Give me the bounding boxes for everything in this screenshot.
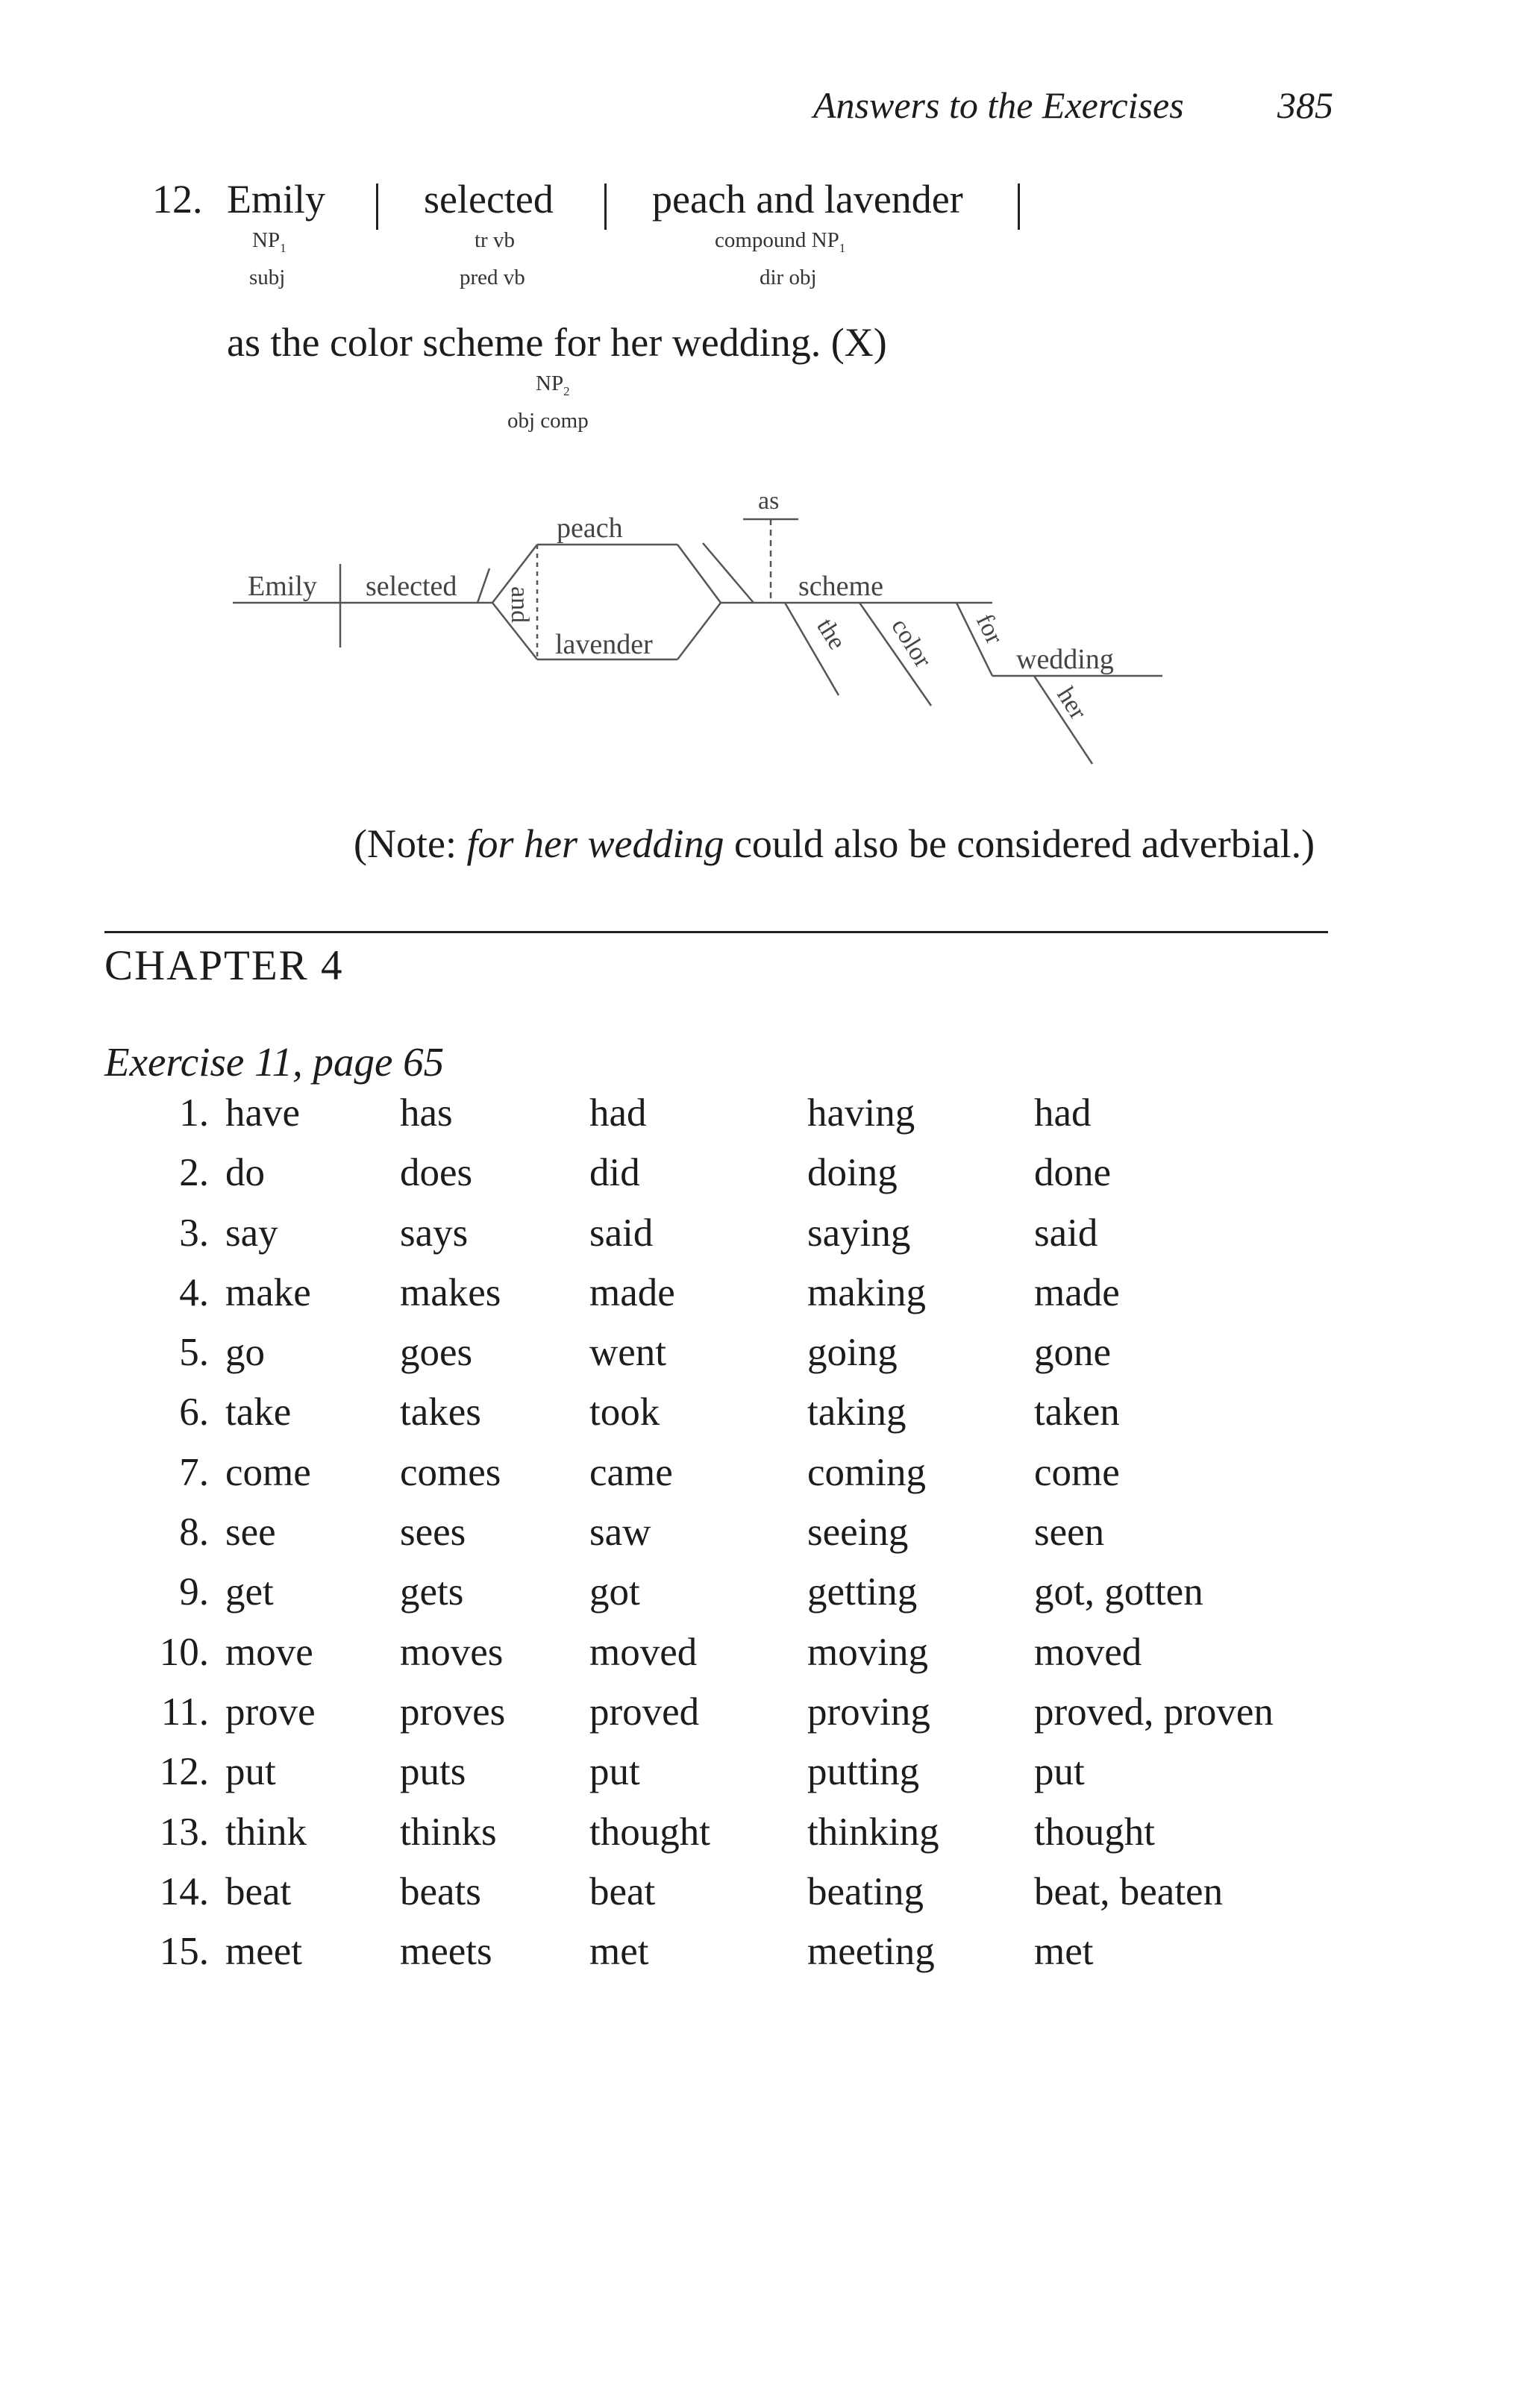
- verb-form-cell: going: [807, 1331, 898, 1375]
- diagram-as: as: [758, 487, 780, 515]
- diagram-mod-her: her: [1051, 682, 1092, 725]
- tag-tr-vb: tr vb: [475, 228, 515, 252]
- row-number: 6.: [179, 1390, 209, 1435]
- chapter-heading: CHAPTER 4: [104, 942, 344, 989]
- diagram-obj1: peach: [557, 512, 623, 544]
- verb-form-cell: seeing: [807, 1511, 909, 1555]
- tag-pred-vb: pred vb: [460, 266, 525, 289]
- verb-form-cell: beat: [225, 1869, 292, 1913]
- chapter-divider: [104, 931, 1328, 933]
- verb-form-cell: do: [225, 1151, 265, 1195]
- table-row: [149, 1690, 1347, 1749]
- table-row: [149, 1390, 1347, 1449]
- row-number: 11.: [160, 1690, 209, 1734]
- divider-bar: [1018, 184, 1020, 230]
- verb-form-cell: went: [589, 1331, 667, 1375]
- row-number: 9.: [179, 1570, 209, 1614]
- verb-form-cell: done: [1034, 1151, 1112, 1195]
- table-row: [149, 1810, 1347, 1869]
- exercise-heading: Exercise 11, page 65: [104, 1039, 445, 1085]
- verb-form-cell: said: [1034, 1211, 1098, 1255]
- verb-form-cell: beating: [807, 1869, 924, 1913]
- verb-form-cell: came: [589, 1450, 673, 1494]
- verb-form-cell: proving: [807, 1690, 930, 1734]
- verb-form-cell: gone: [1034, 1331, 1112, 1375]
- row-number: 10.: [159, 1630, 209, 1674]
- sentence-diagram: [0, 463, 1224, 791]
- verb-form-cell: doing: [807, 1151, 898, 1195]
- verb-form-cell: go: [225, 1331, 265, 1375]
- verb-form-cell: got: [589, 1570, 640, 1614]
- verb-form-cell: made: [1034, 1270, 1120, 1314]
- diagram-complement: scheme: [798, 571, 883, 602]
- verb-form-cell: gets: [400, 1570, 464, 1614]
- verb-form-cell: saying: [807, 1211, 911, 1255]
- verb-form-cell: thinking: [807, 1810, 939, 1854]
- verb-form-cell: move: [225, 1630, 313, 1674]
- diagram-mod-the: the: [811, 613, 851, 655]
- verb-form-cell: come: [1034, 1450, 1120, 1494]
- row-number: 14.: [159, 1869, 209, 1913]
- diagram-prep-object: wedding: [1016, 644, 1114, 675]
- verb-form-cell: did: [589, 1151, 640, 1195]
- verb-form-cell: moves: [400, 1630, 504, 1674]
- verb-form-cell: says: [400, 1211, 469, 1255]
- word-selected: selected: [424, 177, 554, 222]
- table-row: [149, 1869, 1347, 1929]
- verb-form-cell: moving: [807, 1630, 928, 1674]
- verb-form-cell: thinks: [400, 1810, 497, 1854]
- verb-form-cell: prove: [225, 1690, 316, 1734]
- table-row: [149, 1510, 1347, 1570]
- verb-form-cell: comes: [400, 1450, 501, 1494]
- verb-form-cell: moved: [589, 1630, 698, 1674]
- verb-form-cell: puts: [400, 1750, 466, 1794]
- diagram-mod-color: color: [886, 613, 937, 673]
- word-peach-and-lavender: peach and lavender: [652, 177, 963, 222]
- verb-form-cell: thought: [1034, 1810, 1155, 1854]
- verb-form-cell: does: [400, 1151, 473, 1195]
- row-number: 2.: [179, 1151, 209, 1195]
- verb-form-cell: making: [807, 1270, 926, 1314]
- verb-form-cell: goes: [400, 1331, 473, 1375]
- verb-form-cell: proves: [400, 1690, 506, 1734]
- verb-form-cell: made: [589, 1270, 675, 1314]
- verb-form-cell: seen: [1034, 1511, 1105, 1555]
- verb-form-cell: say: [225, 1211, 278, 1255]
- sentence-line-2: as the color scheme for her wedding. (X): [227, 320, 887, 365]
- diagram-conj: and: [506, 586, 533, 624]
- verb-form-cell: proved: [589, 1690, 700, 1734]
- note: (Note: for her wedding could also be considered adverbial.): [354, 821, 1315, 866]
- verb-form-cell: met: [1034, 1930, 1094, 1974]
- verb-form-cell: taking: [807, 1390, 907, 1435]
- page-number: 385: [1277, 84, 1333, 126]
- verb-form-cell: put: [1034, 1750, 1085, 1794]
- verb-form-cell: sees: [400, 1511, 466, 1555]
- running-header-title: Answers to the Exercises: [813, 84, 1184, 126]
- verb-form-cell: taken: [1034, 1390, 1120, 1435]
- verb-form-cell: having: [807, 1091, 915, 1135]
- verb-form-cell: make: [225, 1270, 311, 1314]
- verb-form-cell: put: [225, 1750, 276, 1794]
- table-row: [149, 1630, 1347, 1690]
- verb-form-cell: put: [589, 1750, 640, 1794]
- table-row: [149, 1929, 1347, 1989]
- diagram-prep: for: [970, 609, 1009, 649]
- verb-form-cell: take: [225, 1390, 292, 1435]
- item-number: 12.: [152, 177, 203, 222]
- verb-form-cell: beats: [400, 1869, 481, 1913]
- table-row: [149, 1150, 1347, 1210]
- row-number: 12.: [159, 1750, 209, 1794]
- tag-dir-obj: dir obj: [760, 266, 817, 289]
- tag-subj: subj: [249, 266, 286, 289]
- row-number: 8.: [179, 1511, 209, 1555]
- row-number: 3.: [179, 1211, 209, 1255]
- verb-form-cell: took: [589, 1390, 660, 1435]
- verb-form-cell: said: [589, 1211, 654, 1255]
- verb-form-cell: see: [225, 1511, 276, 1555]
- word-emily: Emily: [227, 177, 325, 222]
- verb-form-cell: have: [225, 1091, 301, 1135]
- verb-form-cell: has: [400, 1091, 453, 1135]
- verb-form-cell: saw: [589, 1511, 651, 1555]
- verb-form-cell: get: [225, 1570, 274, 1614]
- table-row: [149, 1330, 1347, 1390]
- verb-form-cell: come: [225, 1450, 311, 1494]
- verb-form-cell: think: [225, 1810, 307, 1854]
- table-row: [149, 1450, 1347, 1510]
- verb-forms-table: [149, 1091, 1347, 1989]
- divider-bar: [604, 184, 607, 230]
- tag-np1: $NP_1$: [252, 228, 286, 255]
- table-row: [149, 1749, 1347, 1809]
- verb-form-cell: moved: [1034, 1630, 1142, 1674]
- verb-form-cell: had: [1034, 1091, 1092, 1135]
- diagram-verb: selected: [366, 571, 457, 602]
- verb-form-cell: met: [589, 1930, 649, 1974]
- table-row: [149, 1091, 1347, 1150]
- diagram-obj2: lavender: [555, 629, 653, 660]
- verb-form-cell: makes: [400, 1270, 501, 1314]
- divider-bar: [376, 184, 378, 230]
- row-number: 1.: [179, 1091, 209, 1135]
- verb-form-cell: beat: [589, 1869, 656, 1913]
- row-number: 4.: [179, 1270, 209, 1314]
- verb-form-cell: proved, proven: [1034, 1690, 1274, 1734]
- verb-form-cell: getting: [807, 1570, 918, 1614]
- table-row: [149, 1270, 1347, 1330]
- verb-form-cell: got, gotten: [1034, 1570, 1203, 1614]
- row-number: 15.: [159, 1930, 209, 1974]
- verb-form-cell: had: [589, 1091, 647, 1135]
- table-row: [149, 1211, 1347, 1270]
- row-number: 13.: [159, 1810, 209, 1854]
- tag-compound-np: compound $NP_1$: [715, 228, 846, 255]
- verb-form-cell: takes: [400, 1390, 481, 1435]
- diagram-subject: Emily: [248, 571, 317, 602]
- tag-np2: $NP_2$: [536, 371, 570, 398]
- verb-form-cell: putting: [807, 1750, 920, 1794]
- row-number: 5.: [179, 1331, 209, 1375]
- verb-form-cell: coming: [807, 1450, 926, 1494]
- verb-form-cell: meet: [225, 1930, 302, 1974]
- row-number: 7.: [179, 1450, 209, 1494]
- table-row: [149, 1570, 1347, 1629]
- tag-obj-comp: obj comp: [507, 409, 589, 433]
- verb-form-cell: thought: [589, 1810, 710, 1854]
- verb-form-cell: beat, beaten: [1034, 1869, 1224, 1913]
- verb-form-cell: meets: [400, 1930, 492, 1974]
- verb-form-cell: meeting: [807, 1930, 935, 1974]
